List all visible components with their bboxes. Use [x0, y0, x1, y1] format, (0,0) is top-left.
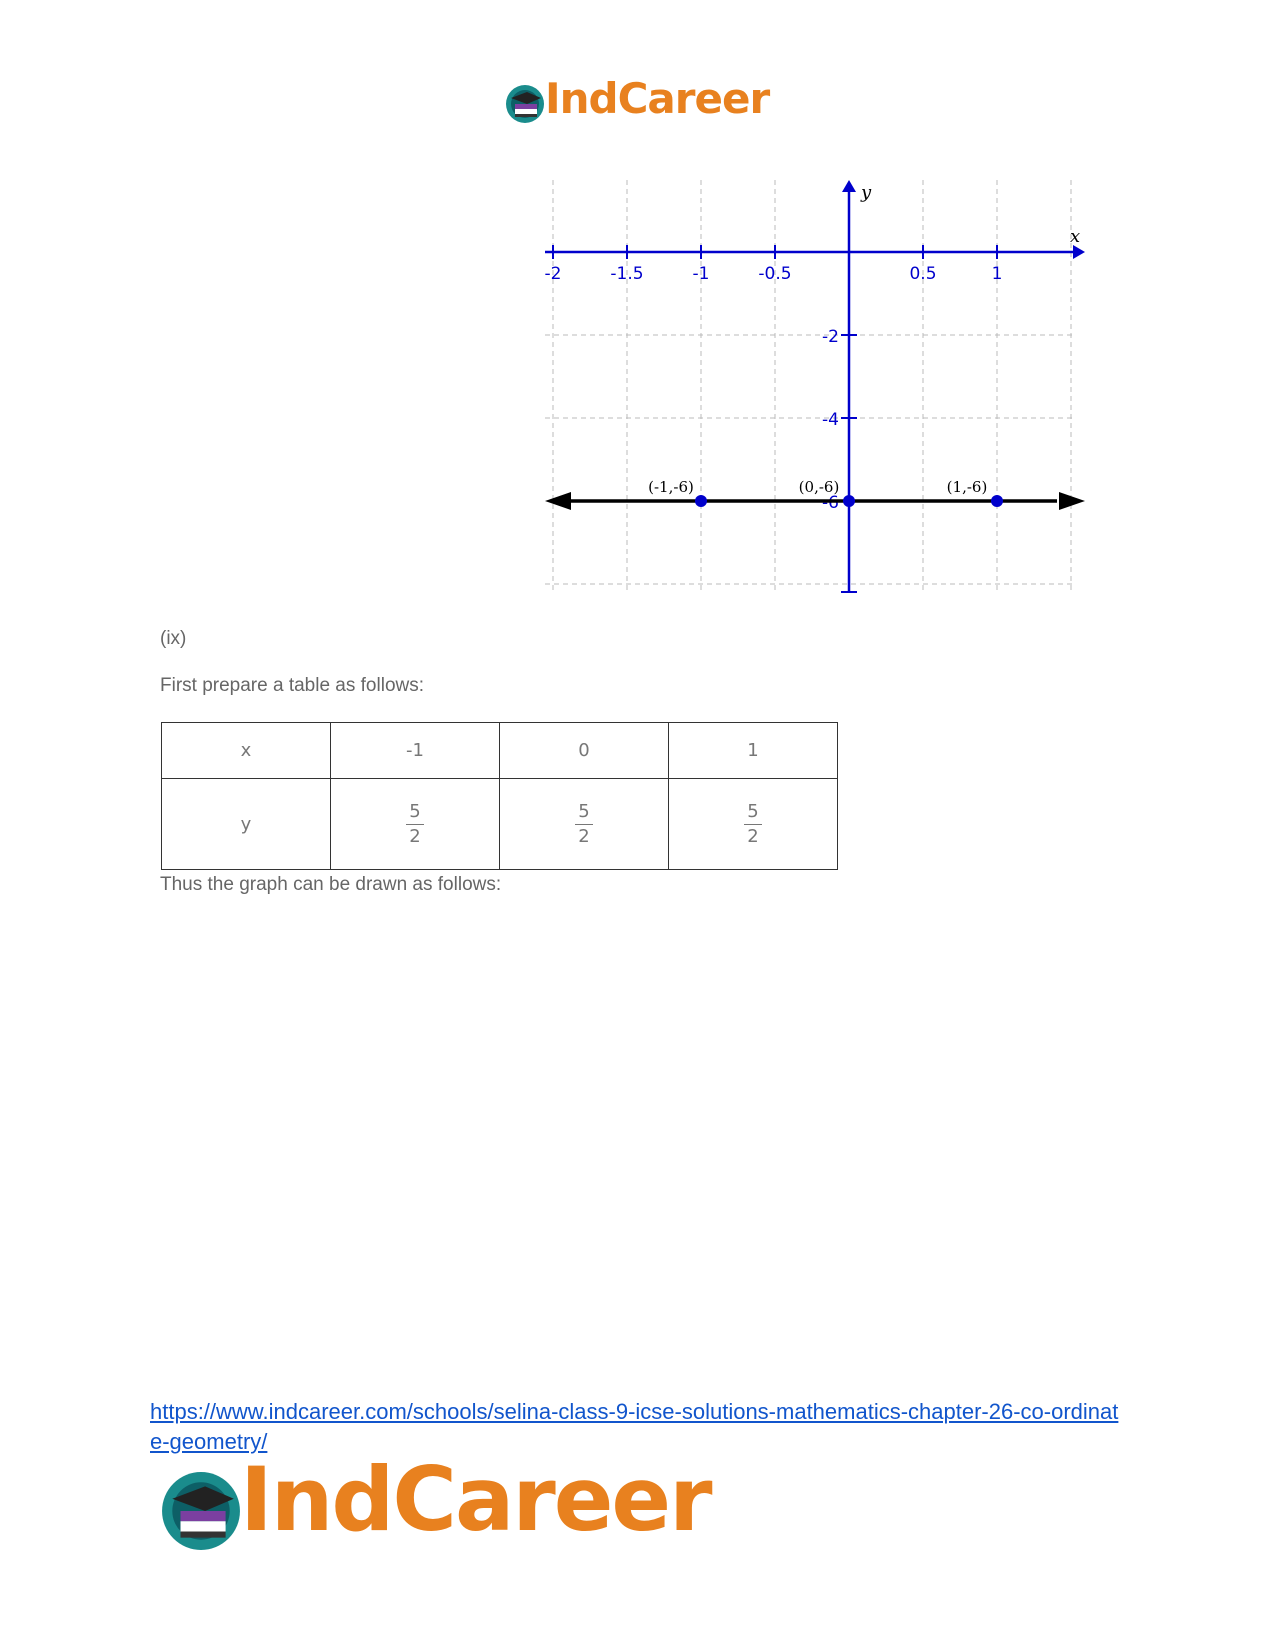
intro-paragraph: First prepare a table as follows:: [160, 675, 425, 696]
y-axis-arrow-icon: [842, 180, 856, 192]
table-cell-x: 1: [669, 723, 838, 779]
right-arrow-icon: [1059, 492, 1085, 510]
logo-emblem-icon: [160, 1470, 242, 1552]
fraction: [406, 802, 423, 847]
logo-text: IndCareer: [545, 74, 770, 123]
x-tick-label: -0.5: [758, 264, 792, 284]
fraction-denominator: 2: [409, 826, 421, 847]
y-tick-label: -6: [822, 493, 839, 513]
source-link[interactable]: https://www.indcareer.com/schools/selina-class-9-icse-solutions-mathematics-chapter-26-co-ordinate-geometry/: [150, 1399, 1119, 1454]
x-tick-label: -1.5: [610, 264, 644, 284]
table-header-y: y: [162, 779, 331, 870]
x-tick-label: 0.5: [909, 264, 937, 284]
fraction-denominator: 2: [578, 826, 590, 847]
fraction-numerator: 5: [575, 802, 592, 825]
coordinate-graph: [545, 180, 1085, 605]
table-cell-x: 0: [500, 723, 669, 779]
x-axis-label: x: [1070, 226, 1081, 247]
y-tick-label: -4: [822, 410, 839, 430]
table-cell-y: [331, 779, 500, 870]
x-axis-arrow-icon: [1073, 245, 1085, 259]
point-label: (-1,-6): [648, 478, 694, 496]
y-tick-label: -2: [822, 327, 839, 347]
fraction-denominator: 2: [747, 826, 759, 847]
point-label: (1,-6): [946, 478, 988, 496]
footer-logo: [160, 1448, 711, 1562]
grid-lines: [545, 180, 1075, 590]
value-table: [161, 722, 838, 870]
data-point: [695, 495, 707, 507]
table-cell-x: -1: [331, 723, 500, 779]
fraction-numerator: 5: [744, 802, 761, 825]
y-axis-label: y: [861, 182, 872, 203]
table-cell-y: [669, 779, 838, 870]
axes: [545, 180, 1085, 592]
table-row: [162, 779, 838, 870]
outro-paragraph: Thus the graph can be drawn as follows:: [160, 874, 502, 895]
section-label: (ix): [160, 628, 187, 649]
logo-text: IndCareer: [240, 1448, 711, 1551]
fraction-numerator: 5: [406, 802, 423, 825]
left-arrow-icon: [545, 492, 571, 510]
x-tick-label: -2: [545, 264, 562, 284]
table-header-x: x: [162, 723, 331, 779]
table-cell-y: [500, 779, 669, 870]
x-tick-label: -1: [692, 264, 710, 284]
data-point: [843, 495, 855, 507]
x-tick-label: 1: [991, 264, 1003, 284]
point-label: (0,-6): [798, 478, 840, 496]
data-point: [991, 495, 1003, 507]
fraction: [575, 802, 592, 847]
logo-emblem-icon: [505, 84, 545, 124]
plot: [545, 478, 1085, 510]
header-logo: [505, 74, 775, 130]
fraction: [744, 802, 761, 847]
table-row: [162, 723, 838, 779]
